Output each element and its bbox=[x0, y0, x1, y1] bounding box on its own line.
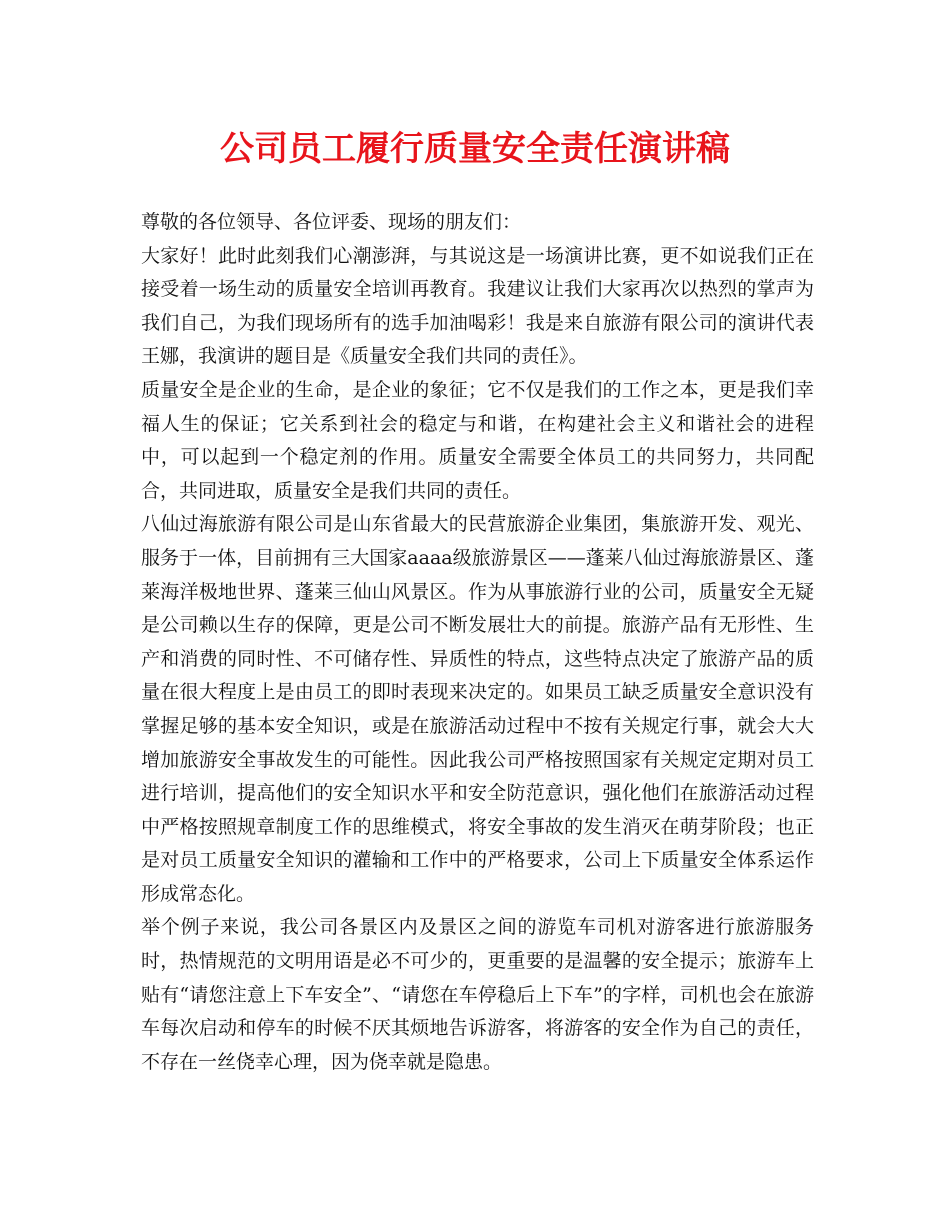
document-title: 公司员工履行质量安全责任演讲稿 bbox=[220, 129, 730, 169]
paragraph-example: 举个例子来说，我公司各景区内及景区之间的游览车司机对游客进行旅游服务时，热情规范的文明用语是必不可少的，更重要的是温馨的安全提示；旅游车上贴有“请您注意上下车安全”、“请您在车停稳后上下车”的字样，司机也会在旅游车每次启动和停车的时候不厌其烦地告诉游客，将游客的安全作为自己的责任，不存在一丝侥幸心理，因为侥幸就是隐患。 bbox=[141, 916, 814, 1073]
paragraph-quality-safety: 质量安全是企业的生命，是企业的象征；它不仅是我们的工作之本，更是我们幸福人生的保证；它关系到社会的稳定与和谐，在构建社会主义和谐社会的进程中，可以起到一个稳定剂的作用。质量安全需要全体员工的共同努力，共同配合，共同进取，质量安全是我们共同的责任。 bbox=[141, 378, 814, 502]
document-body bbox=[141, 206, 814, 1079]
paragraph-company-intro: 八仙过海旅游有限公司是山东省最大的民营旅游企业集团，集旅游开发、观光、服务于一体，目前拥有三大国家aaaa级旅游景区——蓬莱八仙过海旅游景区、蓬莱海洋极地世界、蓬莱三仙山风景区。作为从事旅游行业的公司，质量安全无疑是公司赖以生存的保障，更是公司不断发展壮大的前提。旅游产品有无形性、生产和消费的同时性、不可储存性、异质性的特点，这些特点决定了旅游产品的质量在很大程度上是由员工的即时表现来决定的。如果员工缺乏质量安全意识没有掌握足够的基本安全知识，或是在旅游活动过程中不按有关规定行事，就会大大增加旅游安全事故发生的可能性。因此我公司严格按照国家有关规定定期对员工进行培训，提高他们的安全知识水平和安全防范意识，强化他们在旅游活动过程中严格按照规章制度工作的思维模式，将安全事故的发生消灭在萌芽阶段；也正是对员工质量安全知识的灌输和工作中的严格要求，公司上下质量安全体系运作形成常态化。 bbox=[141, 513, 814, 905]
paragraph-opening: 大家好！此时此刻我们心潮澎湃，与其说这是一场演讲比赛，更不如说我们正在接受着一场生动的质量安全培训再教育。我建议让我们大家再次以热烈的掌声为我们自己，为我们现场所有的选手加油喝彩！我是来自旅游有限公司的演讲代表王娜，我演讲的题目是《质量安全我们共同的责任》。 bbox=[141, 244, 814, 368]
paragraph-greeting: 尊敬的各位领导、各位评委、现场的朋友们： bbox=[141, 211, 522, 233]
